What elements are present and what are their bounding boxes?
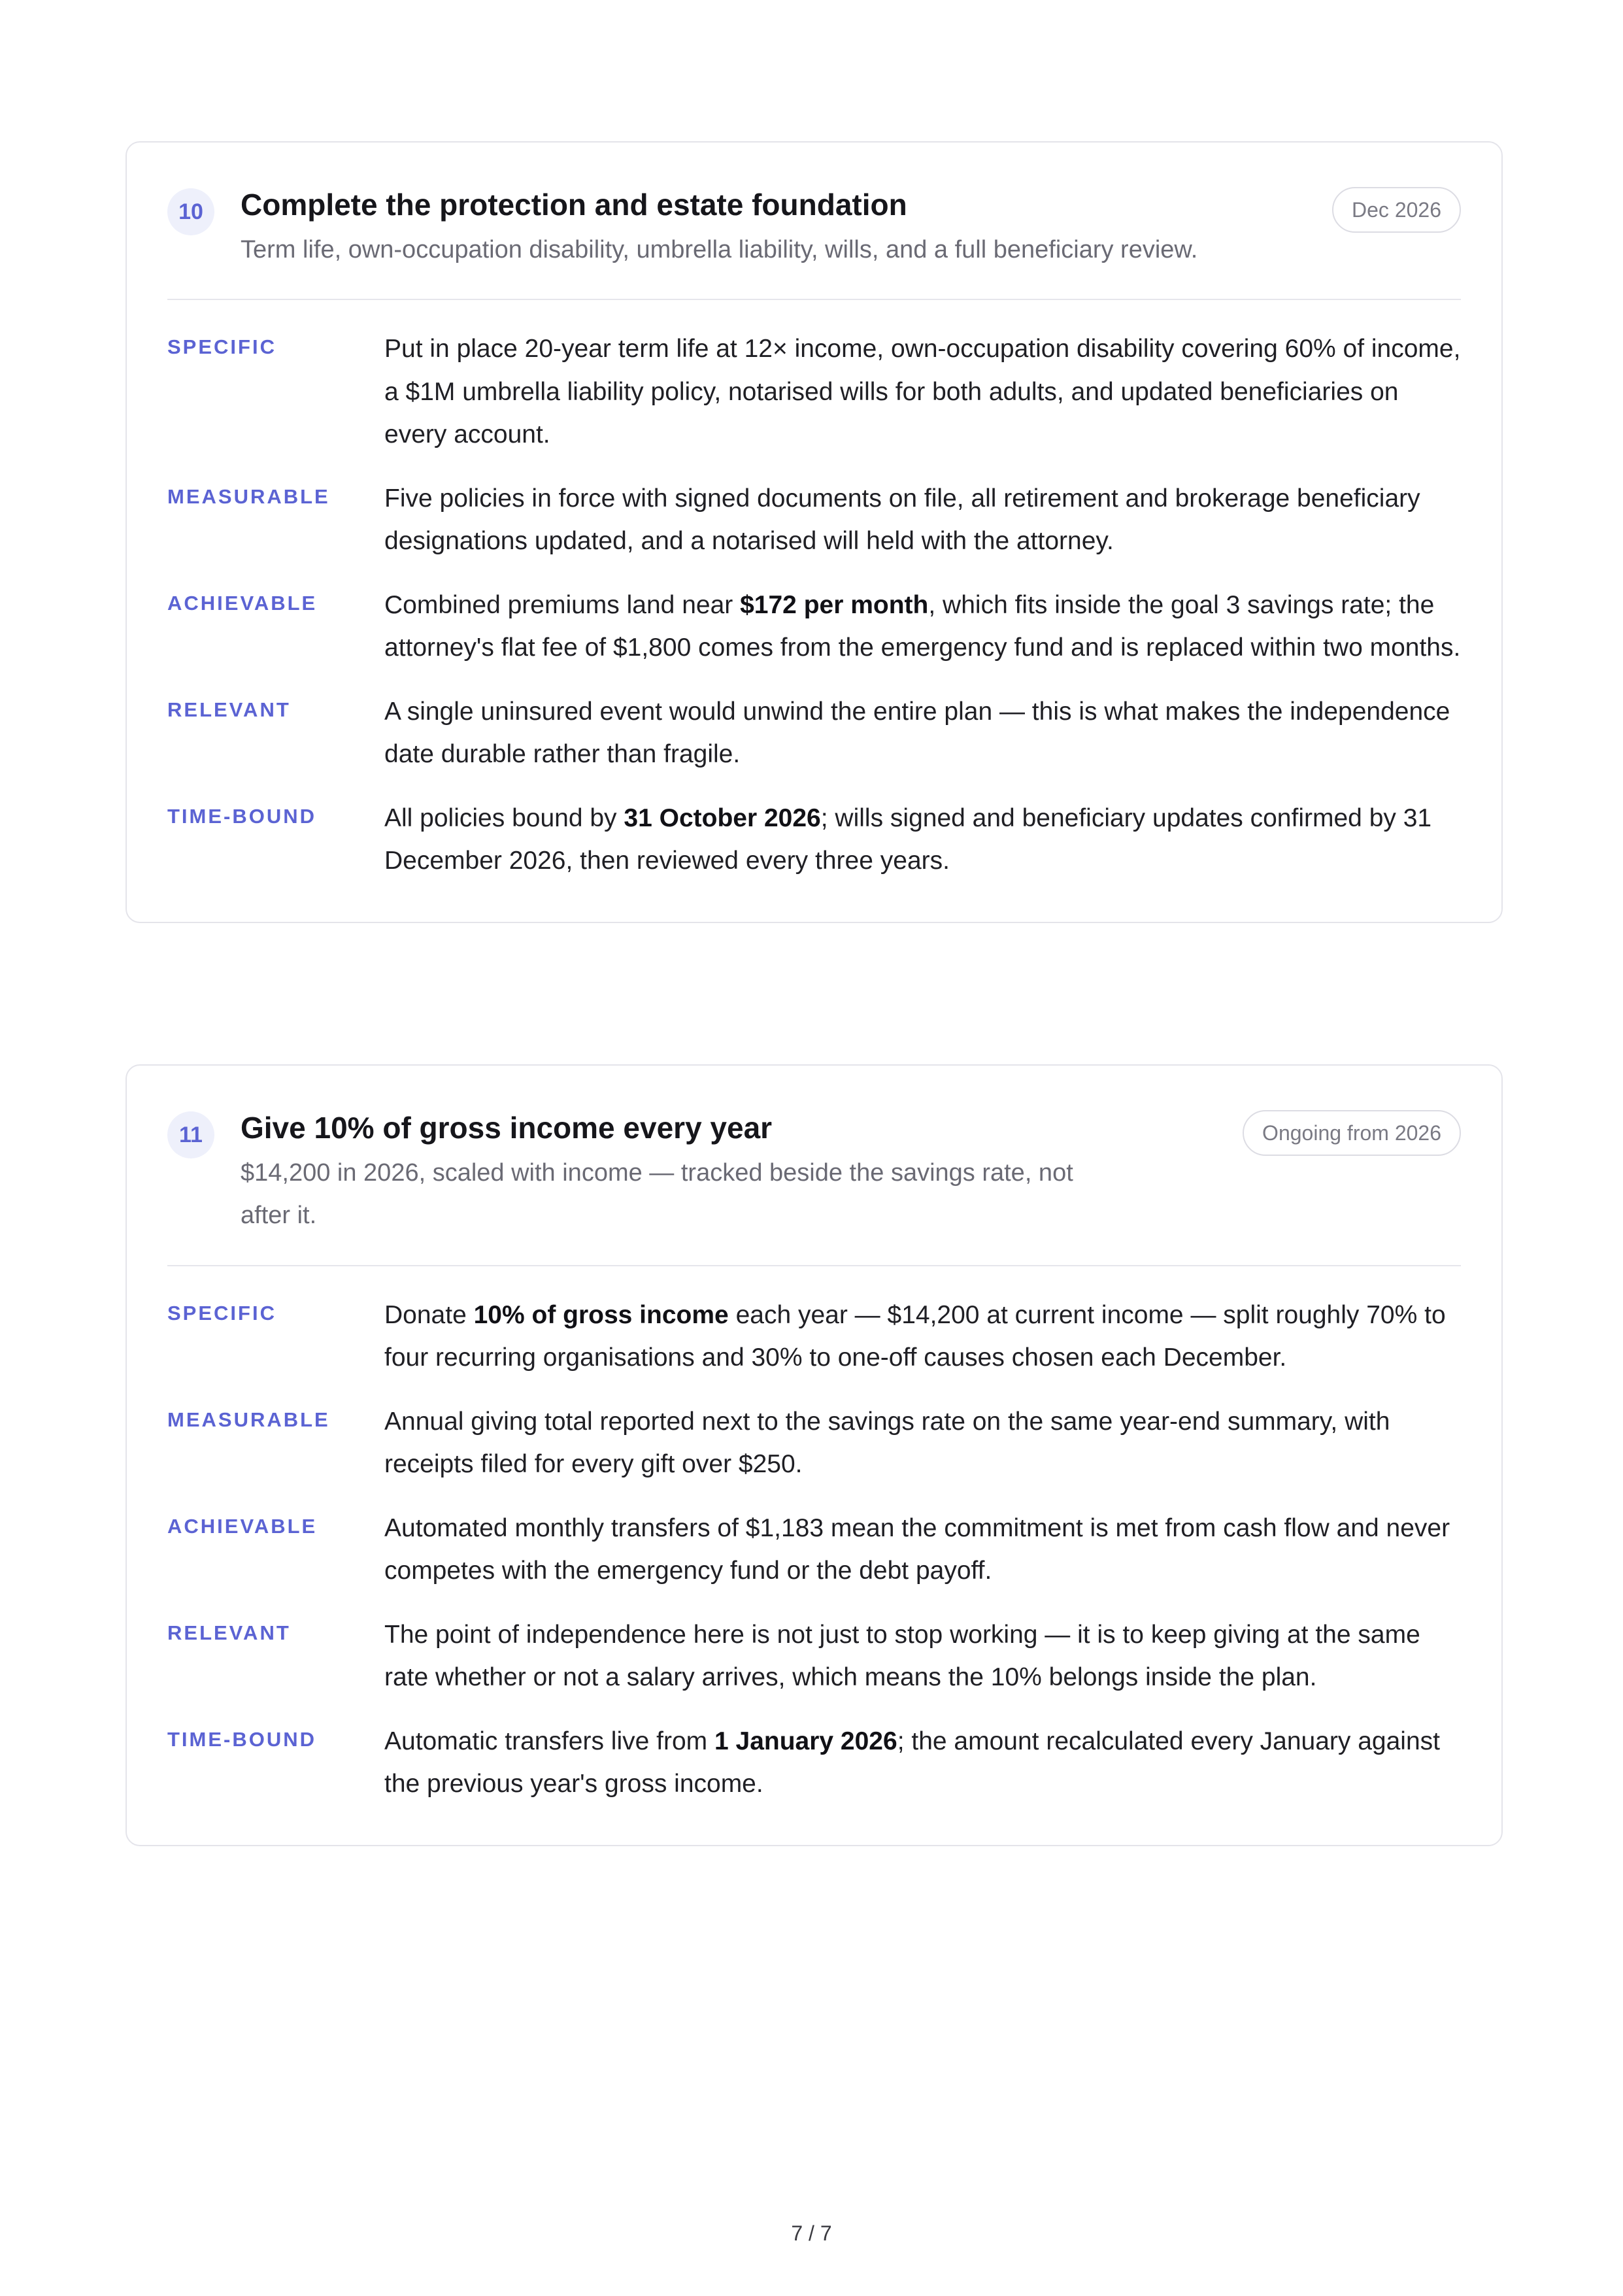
criteria-text: [384, 1613, 1461, 1699]
criteria-label: SPECIFIC: [167, 1301, 276, 1325]
criteria-text: [384, 797, 1461, 883]
goal-number-badge: 11: [167, 1111, 214, 1158]
goal-card: [125, 1064, 1503, 1846]
text-run: Automated monthly transfers of $1,183 mean the commitment is met from cash flow and never competes with the emergency fund or the debt payoff.: [384, 1513, 1450, 1585]
criteria-text: [384, 1400, 1461, 1486]
text-run: , which fits inside the goal 3 savings rate; the attorney's flat fee of $1,800 comes from the emergency fund and is replaced within two months.: [384, 590, 1461, 662]
criteria-row-achievable: [167, 1507, 1461, 1593]
goal-title: Complete the protection and estate foundation: [241, 188, 907, 222]
text-run: Five policies in force with signed documents on file, all retirement and brokerage beneficiary designations updated, and a notarised will held with the attorney.: [384, 484, 1420, 556]
goal-title: Give 10% of gross income every year: [241, 1111, 773, 1145]
smart-criteria-list: [167, 300, 1461, 883]
criteria-label: RELEVANT: [167, 1621, 291, 1644]
criteria-label: ACHIEVABLE: [167, 1514, 318, 1538]
criteria-label: RELEVANT: [167, 698, 291, 721]
criteria-label: TIME-BOUND: [167, 1727, 317, 1751]
goal-date-badge: Dec 2026: [1332, 187, 1461, 233]
text-run: Annual giving total reported next to the savings rate on the same year-end summary, with receipts filed for every gift over $250.: [384, 1407, 1390, 1479]
criteria-label: MEASURABLE: [167, 1408, 330, 1431]
criteria-row-relevant: [167, 1613, 1461, 1699]
emphasis-text: 31 October 2026: [624, 803, 821, 832]
goal-card: [125, 141, 1503, 923]
text-run: ; the amount recalculated every January against the previous year's gross income.: [384, 1727, 1440, 1798]
criteria-text: [384, 690, 1461, 776]
text-run: Automatic transfers live from: [384, 1727, 714, 1755]
criteria-row-time-bound: [167, 797, 1461, 883]
goal-date-badge: Ongoing from 2026: [1243, 1110, 1461, 1156]
criteria-label: ACHIEVABLE: [167, 591, 318, 615]
criteria-text: [384, 1507, 1461, 1593]
criteria-row-relevant: [167, 690, 1461, 776]
text-run: The point of independence here is not just to stop working — it is to keep giving at the same rate whether or not a salary arrives, which means the 10% belongs inside the plan.: [384, 1620, 1420, 1692]
goal-header: [167, 186, 1461, 300]
goal-subtitle: Term life, own-occupation disability, umbrella liability, wills, and a full beneficiary review.: [241, 235, 1198, 263]
criteria-row-measurable: [167, 477, 1461, 563]
text-run: A single uninsured event would unwind the entire plan — this is what makes the independence date durable rather than fragile.: [384, 697, 1450, 769]
text-run: each year — $14,200 at current income — split roughly 70% to four recurring organisations and 30% to one-off causes chosen each December.: [384, 1300, 1446, 1372]
criteria-text: [384, 477, 1461, 563]
emphasis-text: $172 per month: [740, 590, 929, 619]
criteria-label: MEASURABLE: [167, 484, 330, 508]
goal-number-badge: 10: [167, 188, 214, 235]
criteria-row-measurable: [167, 1400, 1461, 1486]
criteria-row-achievable: [167, 584, 1461, 669]
goal-subtitle: $14,200 in 2026, scaled with income — tracked beside the savings rate, not after it.: [241, 1158, 1073, 1230]
criteria-row-specific: [167, 328, 1461, 456]
criteria-text: [384, 1294, 1461, 1379]
criteria-text: [384, 328, 1461, 456]
text-run: Put in place 20-year term life at 12× income, own-occupation disability covering 60% of income, a $1M umbrella liability policy, notarised wills for both adults, and updated beneficiaries on every account.: [384, 335, 1461, 449]
criteria-row-specific: [167, 1294, 1461, 1379]
page-number: 7 / 7: [791, 2221, 832, 2245]
text-run: All policies bound by: [384, 803, 624, 832]
smart-criteria-list: [167, 1266, 1461, 1806]
text-run: Donate: [384, 1300, 474, 1329]
criteria-text: [384, 584, 1461, 669]
criteria-text: [384, 1720, 1461, 1806]
emphasis-text: 1 January 2026: [714, 1727, 897, 1755]
text-run: ; wills signed and beneficiary updates confirmed by 31 December 2026, then reviewed every three years.: [384, 803, 1432, 875]
criteria-row-time-bound: [167, 1720, 1461, 1806]
criteria-label: SPECIFIC: [167, 335, 276, 359]
text-run: Combined premiums land near: [384, 590, 741, 619]
emphasis-text: 10% of gross income: [473, 1300, 729, 1329]
goal-header: [167, 1109, 1461, 1266]
criteria-label: TIME-BOUND: [167, 804, 317, 828]
